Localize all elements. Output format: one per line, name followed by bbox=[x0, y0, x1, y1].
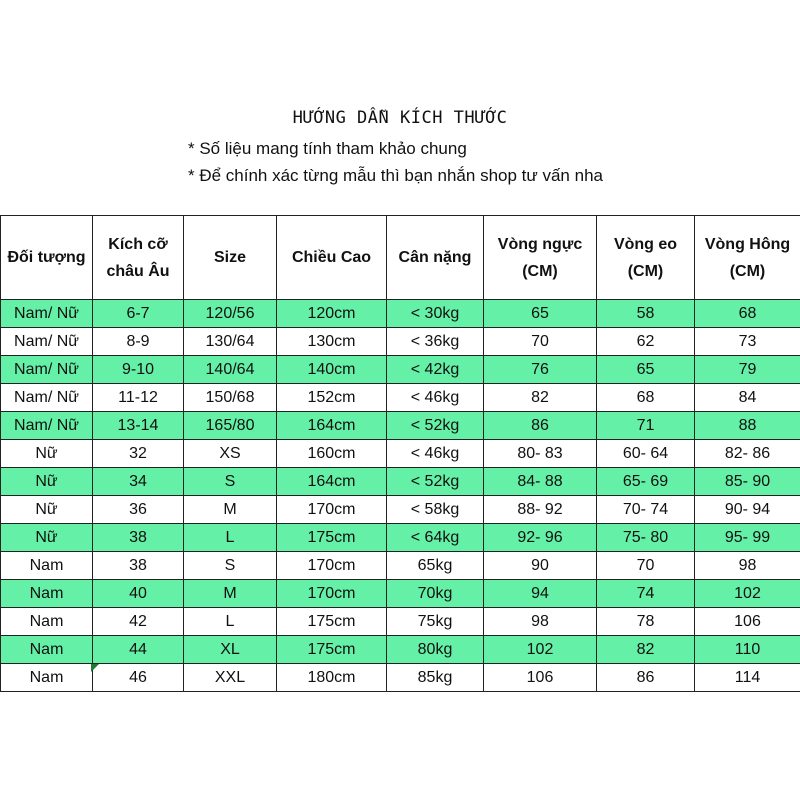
table-cell: 65 bbox=[484, 300, 597, 328]
table-cell: 150/68 bbox=[184, 384, 277, 412]
table-cell: 32 bbox=[93, 440, 184, 468]
table-cell: Nam bbox=[1, 608, 93, 636]
table-cell: 164cm bbox=[277, 412, 387, 440]
cell-corner-marker bbox=[91, 664, 99, 672]
table-cell: 9-10 bbox=[93, 356, 184, 384]
table-cell: 86 bbox=[484, 412, 597, 440]
table-row bbox=[1, 496, 800, 524]
table-cell: XXL bbox=[184, 664, 277, 692]
table-row bbox=[1, 636, 800, 664]
table-cell: 130cm bbox=[277, 328, 387, 356]
table-cell: 68 bbox=[695, 300, 800, 328]
table-cell: 71 bbox=[597, 412, 695, 440]
table-cell: 60- 64 bbox=[597, 440, 695, 468]
table-cell: 34 bbox=[93, 468, 184, 496]
table-row bbox=[1, 300, 800, 328]
table-cell: XS bbox=[184, 440, 277, 468]
table-cell: 140cm bbox=[277, 356, 387, 384]
table-cell: 120cm bbox=[277, 300, 387, 328]
table-row bbox=[1, 664, 800, 692]
table-cell: 65kg bbox=[387, 552, 484, 580]
table-cell: 88- 92 bbox=[484, 496, 597, 524]
table-cell: 6-7 bbox=[93, 300, 184, 328]
table-cell: < 36kg bbox=[387, 328, 484, 356]
table-cell: 46 bbox=[93, 664, 184, 692]
table-cell: Nữ bbox=[1, 440, 93, 468]
table-cell: 80- 83 bbox=[484, 440, 597, 468]
col-header-vong-eo: Vòng eo (CM) bbox=[597, 216, 695, 300]
table-cell: S bbox=[184, 552, 277, 580]
table-cell: L bbox=[184, 608, 277, 636]
table-cell: 92- 96 bbox=[484, 524, 597, 552]
table-cell: S bbox=[184, 468, 277, 496]
table-cell: Nam/ Nữ bbox=[1, 356, 93, 384]
table-cell: 170cm bbox=[277, 580, 387, 608]
table-cell: 106 bbox=[484, 664, 597, 692]
table-cell: 170cm bbox=[277, 552, 387, 580]
table-cell: < 42kg bbox=[387, 356, 484, 384]
table-cell: 164cm bbox=[277, 468, 387, 496]
table-cell: L bbox=[184, 524, 277, 552]
table-cell: 58 bbox=[597, 300, 695, 328]
table-row bbox=[1, 524, 800, 552]
table-cell: 74 bbox=[597, 580, 695, 608]
table-cell: 102 bbox=[484, 636, 597, 664]
table-cell: 110 bbox=[695, 636, 800, 664]
table-cell: Nữ bbox=[1, 524, 93, 552]
table-cell: 175cm bbox=[277, 608, 387, 636]
table-cell: 65 bbox=[597, 356, 695, 384]
table-cell: 98 bbox=[695, 552, 800, 580]
table-cell: < 64kg bbox=[387, 524, 484, 552]
col-header-chieu-cao: Chiều Cao bbox=[277, 216, 387, 300]
table-cell: Nam bbox=[1, 580, 93, 608]
table-cell: < 58kg bbox=[387, 496, 484, 524]
table-cell: 73 bbox=[695, 328, 800, 356]
note-reference: * Số liệu mang tính tham khảo chung bbox=[188, 139, 467, 158]
table-cell: 90 bbox=[484, 552, 597, 580]
table-cell: 78 bbox=[597, 608, 695, 636]
table-cell: 120/56 bbox=[184, 300, 277, 328]
table-cell: 82- 86 bbox=[695, 440, 800, 468]
table-cell: 98 bbox=[484, 608, 597, 636]
table-cell: 140/64 bbox=[184, 356, 277, 384]
table-row bbox=[1, 580, 800, 608]
table-cell: 36 bbox=[93, 496, 184, 524]
table-cell: Nam/ Nữ bbox=[1, 384, 93, 412]
table-cell: 40 bbox=[93, 580, 184, 608]
page-title: HƯỚNG DẪN KÍCH THƯỚC bbox=[292, 108, 508, 128]
table-cell: 70- 74 bbox=[597, 496, 695, 524]
table-cell: M bbox=[184, 496, 277, 524]
table-cell: 85kg bbox=[387, 664, 484, 692]
table-cell: Nam bbox=[1, 636, 93, 664]
table-cell: 62 bbox=[597, 328, 695, 356]
table-cell: 65- 69 bbox=[597, 468, 695, 496]
table-cell: 8-9 bbox=[93, 328, 184, 356]
table-row bbox=[1, 440, 800, 468]
table-cell: 68 bbox=[597, 384, 695, 412]
table-cell: 175cm bbox=[277, 524, 387, 552]
table-cell: < 52kg bbox=[387, 412, 484, 440]
table-cell: Nam/ Nữ bbox=[1, 300, 93, 328]
table-cell: M bbox=[184, 580, 277, 608]
table-cell: 76 bbox=[484, 356, 597, 384]
table-cell: 42 bbox=[93, 608, 184, 636]
table-cell: 130/64 bbox=[184, 328, 277, 356]
table-cell: 82 bbox=[484, 384, 597, 412]
col-header-size: Size bbox=[184, 216, 277, 300]
table-cell: Nữ bbox=[1, 496, 93, 524]
table-row bbox=[1, 328, 800, 356]
size-chart-table bbox=[0, 215, 800, 692]
table-cell: 79 bbox=[695, 356, 800, 384]
table-row bbox=[1, 468, 800, 496]
table-cell: 94 bbox=[484, 580, 597, 608]
table-row bbox=[1, 384, 800, 412]
table-cell: 84- 88 bbox=[484, 468, 597, 496]
col-header-vong-nguc: Vòng ngực (CM) bbox=[484, 216, 597, 300]
table-cell: 160cm bbox=[277, 440, 387, 468]
col-header-doi-tuong: Đối tượng bbox=[1, 216, 93, 300]
table-cell: 102 bbox=[695, 580, 800, 608]
table-cell: Nam/ Nữ bbox=[1, 412, 93, 440]
header-row bbox=[1, 216, 800, 300]
table-cell: Nam bbox=[1, 664, 93, 692]
table-cell: 170cm bbox=[277, 496, 387, 524]
table-cell: 88 bbox=[695, 412, 800, 440]
table-cell: 44 bbox=[93, 636, 184, 664]
table-cell: Nam bbox=[1, 552, 93, 580]
table-cell: < 46kg bbox=[387, 384, 484, 412]
table-cell: 165/80 bbox=[184, 412, 277, 440]
table-cell: Nam/ Nữ bbox=[1, 328, 93, 356]
table-cell: 85- 90 bbox=[695, 468, 800, 496]
table-cell: 90- 94 bbox=[695, 496, 800, 524]
table-cell: 175cm bbox=[277, 636, 387, 664]
table-cell: 70 bbox=[484, 328, 597, 356]
table-cell: 70kg bbox=[387, 580, 484, 608]
table-cell: 95- 99 bbox=[695, 524, 800, 552]
col-header-kich-co: Kích cỡ châu Âu bbox=[93, 216, 184, 300]
table-row bbox=[1, 412, 800, 440]
table-cell: 84 bbox=[695, 384, 800, 412]
table-cell: Nữ bbox=[1, 468, 93, 496]
table-cell: 82 bbox=[597, 636, 695, 664]
col-header-vong-hong: Vòng Hông (CM) bbox=[695, 216, 800, 300]
table-cell: 75- 80 bbox=[597, 524, 695, 552]
table-cell: 152cm bbox=[277, 384, 387, 412]
table-cell: < 30kg bbox=[387, 300, 484, 328]
table-row bbox=[1, 552, 800, 580]
table-cell: 86 bbox=[597, 664, 695, 692]
table-cell: 38 bbox=[93, 524, 184, 552]
table-cell: 180cm bbox=[277, 664, 387, 692]
table-row bbox=[1, 356, 800, 384]
table-cell: 75kg bbox=[387, 608, 484, 636]
table-cell: 70 bbox=[597, 552, 695, 580]
table-cell: 38 bbox=[93, 552, 184, 580]
table-cell: < 46kg bbox=[387, 440, 484, 468]
note-contact-shop: * Để chính xác từng mẫu thì bạn nhắn shop tư vấn nha bbox=[188, 166, 603, 185]
col-header-can-nang: Cân nặng bbox=[387, 216, 484, 300]
table-row bbox=[1, 608, 800, 636]
table-cell: < 52kg bbox=[387, 468, 484, 496]
table-cell: 106 bbox=[695, 608, 800, 636]
table-cell: 11-12 bbox=[93, 384, 184, 412]
table-cell: 80kg bbox=[387, 636, 484, 664]
table-cell: 13-14 bbox=[93, 412, 184, 440]
table-cell: 114 bbox=[695, 664, 800, 692]
table-cell: XL bbox=[184, 636, 277, 664]
